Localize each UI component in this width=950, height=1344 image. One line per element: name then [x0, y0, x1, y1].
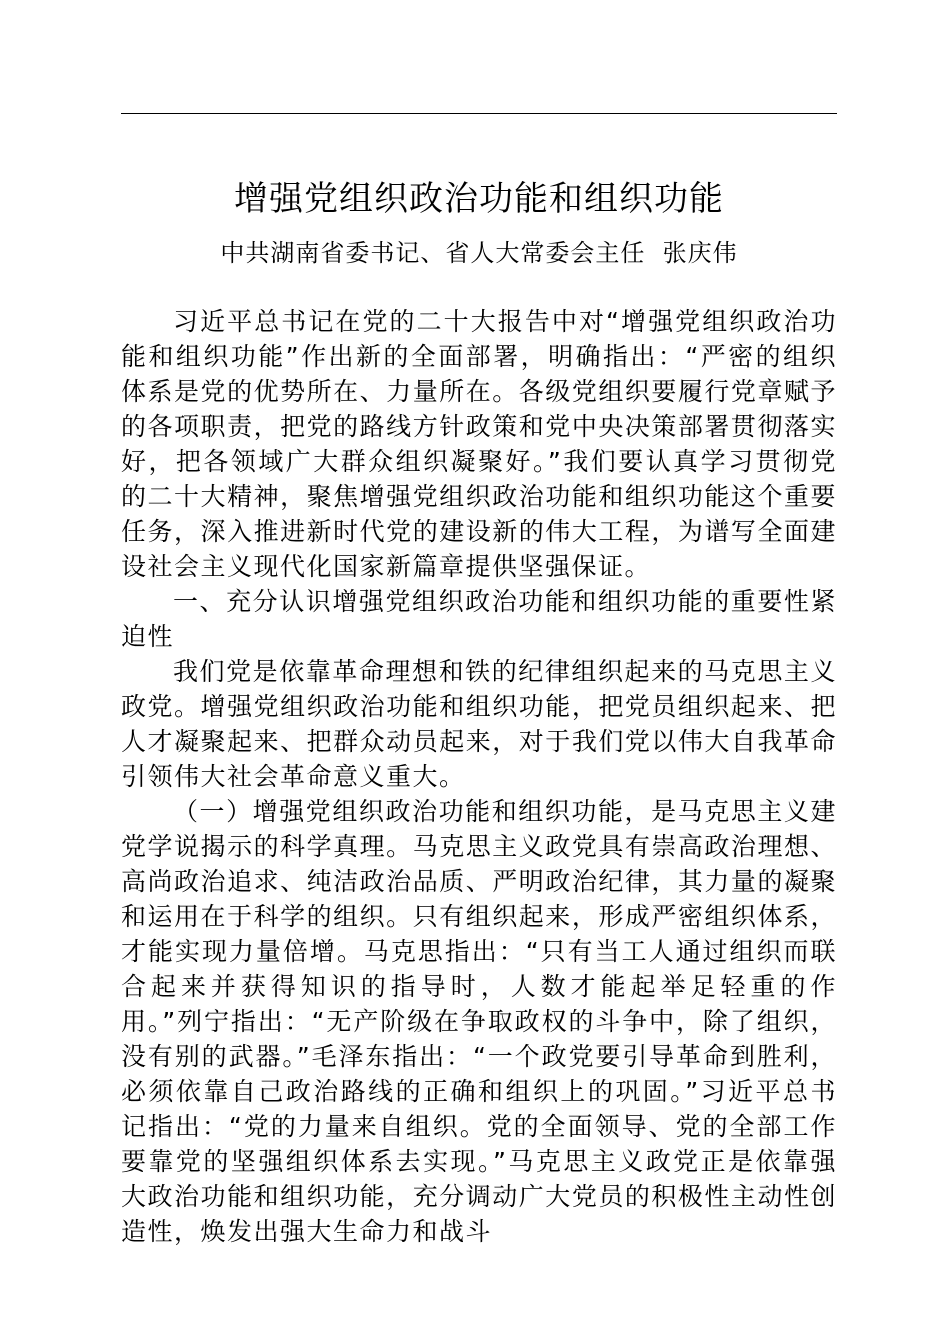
- article-body: [121, 304, 837, 1249]
- article-title: 增强党组织政治功能和组织功能: [234, 179, 724, 219]
- header-rule: [121, 113, 837, 114]
- author-byline: 中共湖南省委书记、省人大常委会主任 张庆伟: [220, 239, 738, 267]
- section-heading-1: 一、充分认识增强党组织政治功能和组织功能的重要性紧迫性: [121, 587, 837, 651]
- paragraph-subsection-1: （一）增强党组织政治功能和组织功能，是马克思主义建党学说揭示的科学真理。马克思主义政党具有崇高政治理想、高尚政治追求、纯洁政治品质、严明政治纪律，其力量的凝聚和运用在于科学的组织。只有组织起来，形成严密组织体系，才能实现力量倍增。马克思指出：“只有当工人通过组织而联合起来并获得知识的指导时，人数才能起举足轻重的作用。”列宁指出：“无产阶级在争取政权的斗争中，除了组织，没有别的武器。”毛泽东指出：“一个政党要引导革命到胜利，必须依靠自己政治路线的正确和组织上的巩固。”习近平总书记指出：“党的力量来自组织。党的全面领导、党的全部工作要靠党的坚强组织体系去实现。”马克思主义政党正是依靠强大政治功能和组织功能，充分调动广大党员的积极性主动性创造性，焕发出强大生命力和战斗: [121, 797, 837, 1246]
- paragraph-intro: 习近平总书记在党的二十大报告中对“增强党组织政治功能和组织功能”作出新的全面部署，明确指出：“严密的组织体系是党的优势所在、力量所在。各级党组织要履行党章赋予的各项职责，把党的路线方针政策和党中央决策部署贯彻落实好，把各领域广大群众组织凝聚好。”我们要认真学习贯彻党的二十大精神，聚焦增强党组织政治功能和组织功能这个重要任务，深入推进新时代党的建设新的伟大工程，为谱写全面建设社会主义现代化国家新篇章提供坚强保证。: [121, 307, 837, 581]
- paragraph-section-1-intro: 我们党是依靠革命理想和铁的纪律组织起来的马克思主义政党。增强党组织政治功能和组织功能，把党员组织起来、把人才凝聚起来、把群众动员起来，对于我们党以伟大自我革命引领伟大社会革命意义重大。: [121, 657, 837, 791]
